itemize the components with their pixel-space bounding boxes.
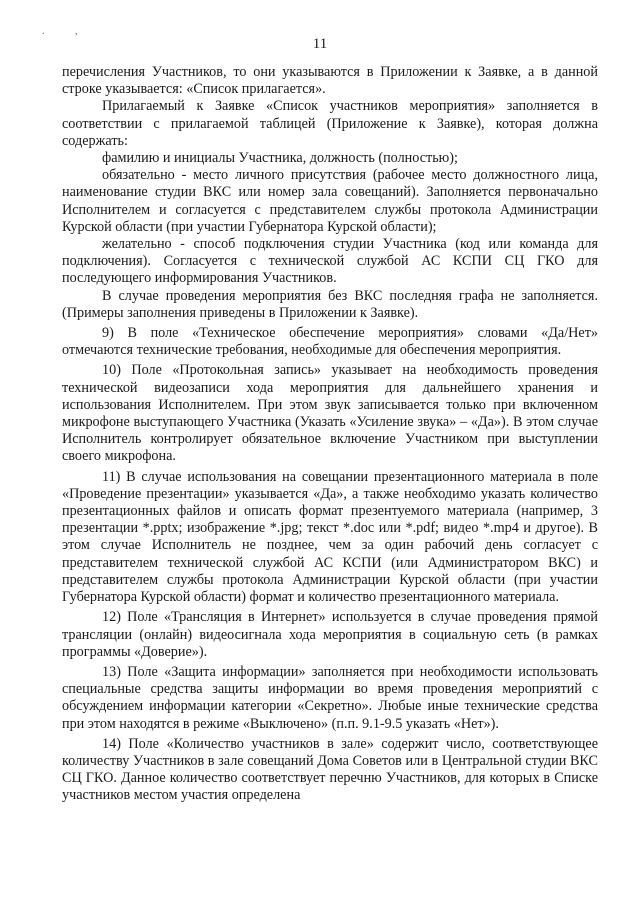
paragraph-list-intro: Прилагаемый к Заявке «Список участников мероприятия» заполняется в соответствии с прилагаемой таблицей (Приложение к Заявке), которая должна содержать: xyxy=(62,98,598,149)
paragraph-14: 14) Поле «Количество участников в зале» содержит число, соответствующее количеству Участников в зале совещаний Дома Советов или в Центральной студии ВКС СЦ ГКО. Данное количество соответствует перечню Участников, для которых в Списке участников местом участия определена xyxy=(62,735,598,804)
paragraph-12: 12) Поле «Трансляция в Интернет» используется в случае проведения прямой трансляции (онлайн) видеосигнала хода мероприятия в социальную сеть (в рамках программы «Доверие»). xyxy=(62,609,598,660)
paragraph-item-connection: желательно - способ подключения студии Участника (код или команда для подключения). Согласуется с технической службой АС КСПИ СЦ ГКО для последующего информирования Участников. xyxy=(62,236,598,287)
paragraph-10: 10) Поле «Протокольная запись» указывает на необходимость проведения технической видеозаписи хода мероприятия для дальнейшего хранения и использования Исполнителем. При этом звук записывается только при включенном микрофоне выступающего Участника (Указать «Усиление звука» – «Да»). В этом случае Исполнитель контролирует обязательное включение Участником при выступлении своего микрофона. xyxy=(62,362,598,465)
paragraph-11: 11) В случае использования на совещании презентационного материала в поле «Проведение презентации» указывается «Да», а также необходимо указать количество презентационных файлов и описать формат презентуемого материала (например, 3 презентации *.pptx; изображение *.jpg; текст *.doc или *.pdf; видео *.mp4 и другое). В этом случае Исполнитель не позднее, чем за один рабочий день согласует с представителем технической службой АС КСПИ (или Администратором ВКС) и представителем службы протокола Администрации Курской области (при участии Губернатора Курской области) формат и количество презентационного материала. xyxy=(62,468,598,606)
paragraph-item-place: обязательно - место личного присутствия (рабочее место должностного лица, наименование студии ВКС или номер зала совещаний). Заполняется первоначально Исполнителем и согласуется с представителем службы протокола Администрации Курской области (при участии Губернатора Курской области); xyxy=(62,167,598,235)
margin-marks: . , xyxy=(42,26,92,37)
paragraph-13: 13) Поле «Защита информации» заполняется при необходимости использовать специальные средства защиты информации во время проведения мероприятий с обсуждением информации категории «Секретно». Любые иные технические средства при этом находятся в режиме «Выключено» (п.п. 9.1-9.5 указать «Нет»). xyxy=(62,663,598,732)
body-text xyxy=(62,64,598,805)
paragraph-9: 9) В поле «Техническое обеспечение мероприятия» словами «Да/Нет» отмечаются технические требования, необходимые для обеспечения мероприятия. xyxy=(62,325,598,359)
paragraph-item-name: фамилию и инициалы Участника, должность (полностью); xyxy=(102,150,458,167)
paragraph-no-vks: В случае проведения мероприятия без ВКС последняя графа не заполняется. (Примеры заполнения приведены в Приложении к Заявке). xyxy=(62,287,598,321)
page-number: 11 xyxy=(312,36,328,52)
paragraph-continuation: перечисления Участников, то они указываются в Приложении к Заявке, а в данной строке указывается: «Список прилагается». xyxy=(62,64,598,98)
